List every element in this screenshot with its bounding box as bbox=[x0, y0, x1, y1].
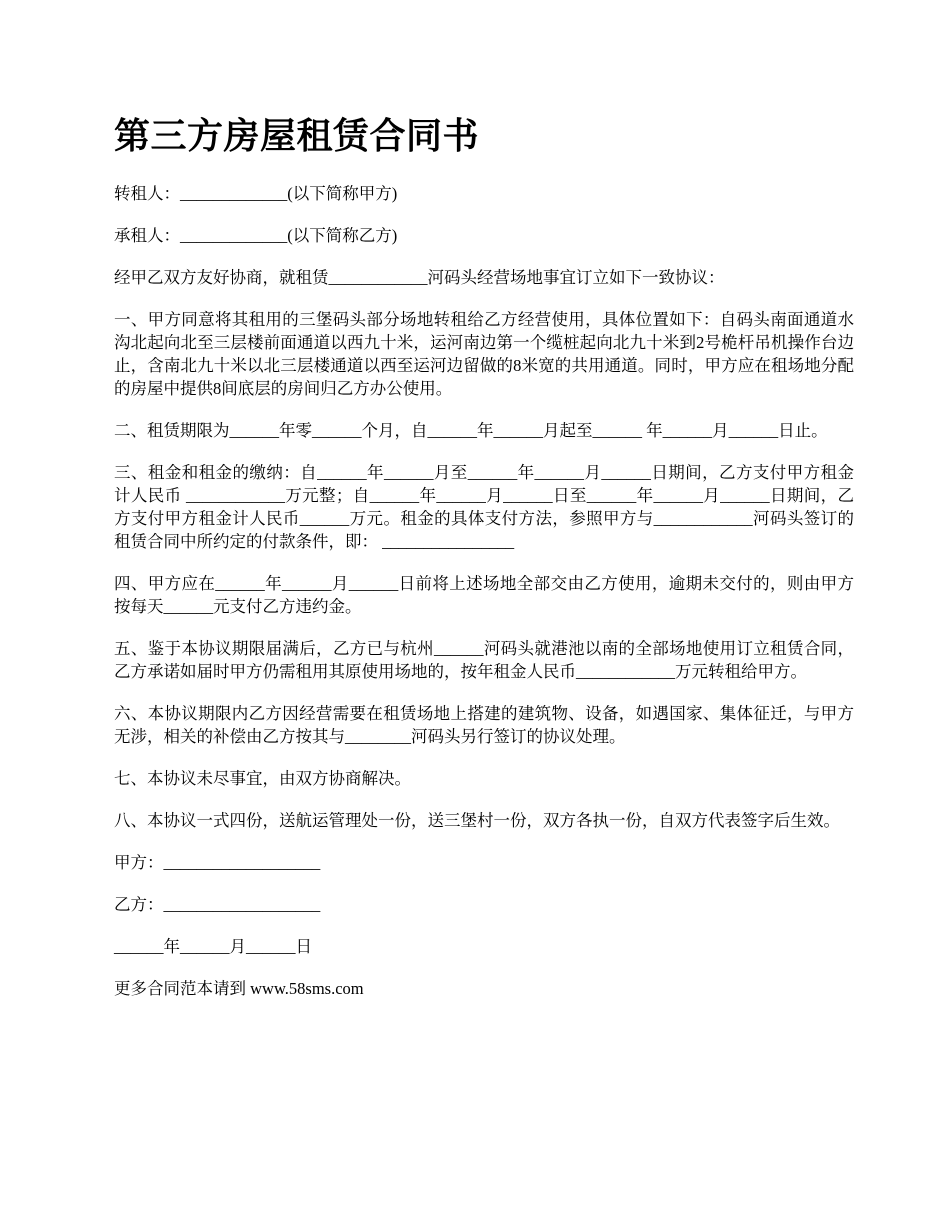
clause-1: 一、甲方同意将其租用的三堡码头部分场地转租给乙方经营使用，具体位置如下：自码头南面通道水沟北起向北至三层楼前面通道以西九十米，运河南边第一个缆桩起向北九十米到2号桅杆吊机操作台边止，含南北九十米以北三层楼通道以西至运河边留做的8米宽的共用通道。同时，甲方应在租场地分配的房屋中提供8间底层的房间归乙方办公使用。 bbox=[114, 310, 854, 398]
document-title: 第三方房屋租赁合同书 bbox=[114, 116, 480, 156]
clause-7: 七、本协议未尽事宜，由双方协商解决。 bbox=[114, 769, 411, 788]
party-a-signature: 甲方：___________________ bbox=[114, 853, 321, 872]
clause-6: 六、本协议期限内乙方因经营需要在租赁场地上搭建的建筑物、设备，如遇国家、集体征迁，与甲方无涉，相关的补偿由乙方按其与________河码头另行签订的协议处理。 bbox=[114, 704, 854, 746]
clause-2: 二、租赁期限为______年零______个月，自______年______月起至______ 年______月______日止。 bbox=[114, 421, 828, 440]
clause-3: 三、租金和租金的缴纳：自______年______月至______年______月______日期间，乙方支付甲方租金计人民币 ____________万元整；自______年______月______日至______年______月______日期间，乙方支付甲方租金计人民币______万元。租金的具体支付方法，参照甲方与____________河码头签订的租赁合同中所约定的付款条件，即： ________________ bbox=[114, 463, 854, 551]
lessee-line: 承租人：_____________(以下简称乙方) bbox=[114, 226, 398, 245]
footer-more-templates: 更多合同范本请到 www.58sms.com bbox=[114, 979, 364, 998]
signing-date: ______年______月______日 bbox=[114, 937, 312, 956]
clause-8: 八、本协议一式四份，送航运管理处一份，送三堡村一份，双方各执一份，自双方代表签字后生效。 bbox=[114, 811, 840, 830]
lessor-line: 转租人：_____________(以下简称甲方) bbox=[114, 184, 398, 203]
clause-5: 五、鉴于本协议期限届满后，乙方已与杭州______河码头就港池以南的全部场地使用订立租赁合同，乙方承诺如届时甲方仍需租用其原使用场地的，按年租金人民币____________万元转租给甲方。 bbox=[114, 639, 854, 681]
preamble: 经甲乙双方友好协商，就租赁____________河码头经营场地事宜订立如下一致协议： bbox=[114, 268, 725, 287]
party-b-signature: 乙方：___________________ bbox=[114, 895, 321, 914]
clause-4: 四、甲方应在______年______月______日前将上述场地全部交由乙方使用，逾期未交付的，则由甲方按每天______元支付乙方违约金。 bbox=[114, 574, 854, 616]
document-page bbox=[114, 112, 854, 1019]
